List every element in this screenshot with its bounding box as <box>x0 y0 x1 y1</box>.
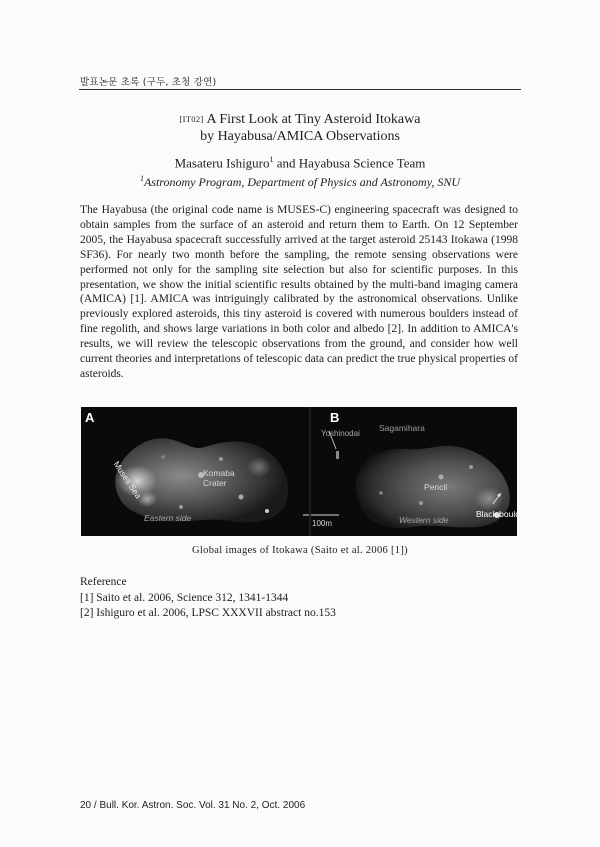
label-western-side: Western side <box>399 515 449 525</box>
references <box>80 575 336 622</box>
paper-title <box>80 111 520 145</box>
title-text-1: A First Look at Tiny Asteroid Itokawa <box>206 112 421 127</box>
label-eastern-side: Eastern side <box>144 513 192 523</box>
affiliation-mark: 1 <box>139 174 144 184</box>
label-komaba-1: Komaba <box>203 468 235 478</box>
first-author: Masateru Ishiguro <box>174 155 270 171</box>
session-code: [IT02] <box>179 114 204 124</box>
figure-caption: Global images of Itokawa (Saito et al. 2006 [1]) <box>192 545 408 556</box>
panel-a-letter: A <box>85 410 95 425</box>
header-rule <box>79 89 521 90</box>
abstract-body: The Hayabusa (the original code name is MUSES-C) engineering spacecraft was designed to obtain samples from the surface of an asteroid and return them to Earth. On 12 September 2005, the Hayabusa spacecraft successfully arrived at the target asteroid 25143 Itokawa (1998 SF36). For nearly two month before the sampling, the remote sensing observations were performed not only for the sampling site selection but also for scientific purposes. In this presentation, we show the initial scientific results obtained by the multi-band imaging camera (AMICA) [1]. AMICA was intriguingly calibrated by the astronomical observations. Unlike previously explored asteroids, this tiny asteroid is covered with numerous boulders instead of fine regolith, and shows large variations in both color and albedo [2]. In addition to AMICA's results, we will review the telescopic observations from the ground, and consider how well current theories and interpretations of telescopic data can predict the true physical properties of asteroids. <box>80 204 518 380</box>
page-footer: 20 / Bull. Kor. Astron. Soc. Vol. 31 No. 2, Oct. 2006 <box>80 800 306 811</box>
affiliation-text: Astronomy Program, Department of Physics and Astronomy, SNU <box>143 175 461 190</box>
panel-divider <box>309 407 311 536</box>
co-authors: and Hayabusa Science Team <box>273 155 426 171</box>
label-sagamihara: Sagamihara <box>379 423 425 433</box>
title-line-2: by Hayabusa/AMICA Observations <box>200 129 400 144</box>
section-label: 발표논문 초록 (구두, 초청 강연) <box>80 77 217 88</box>
label-muses-sea: Muses Sea <box>111 459 144 501</box>
reference-item: [1] Saito et al. 2006, Science 312, 1341-1344 <box>80 591 289 604</box>
references-heading: Reference <box>80 576 127 588</box>
panel-b-letter: B <box>330 410 340 425</box>
author-line <box>80 152 520 171</box>
label-pencil: Pencil <box>424 482 448 492</box>
label-komaba-2: Crater <box>203 478 227 488</box>
label-yoshinodai: Yoshinodai <box>321 429 360 438</box>
scale-bar-label: 100m <box>312 519 333 528</box>
author-affiliation-mark: 1 <box>269 155 274 164</box>
reference-item: [2] Ishiguro et al. 2006, LPSC XXXVII abstract no.153 <box>80 607 336 619</box>
itokawa-figure <box>81 407 525 536</box>
title-line-1 <box>80 111 520 128</box>
label-black-boulder: Black boulde <box>476 509 525 519</box>
affiliation-line <box>80 171 520 190</box>
author-block <box>80 152 520 190</box>
